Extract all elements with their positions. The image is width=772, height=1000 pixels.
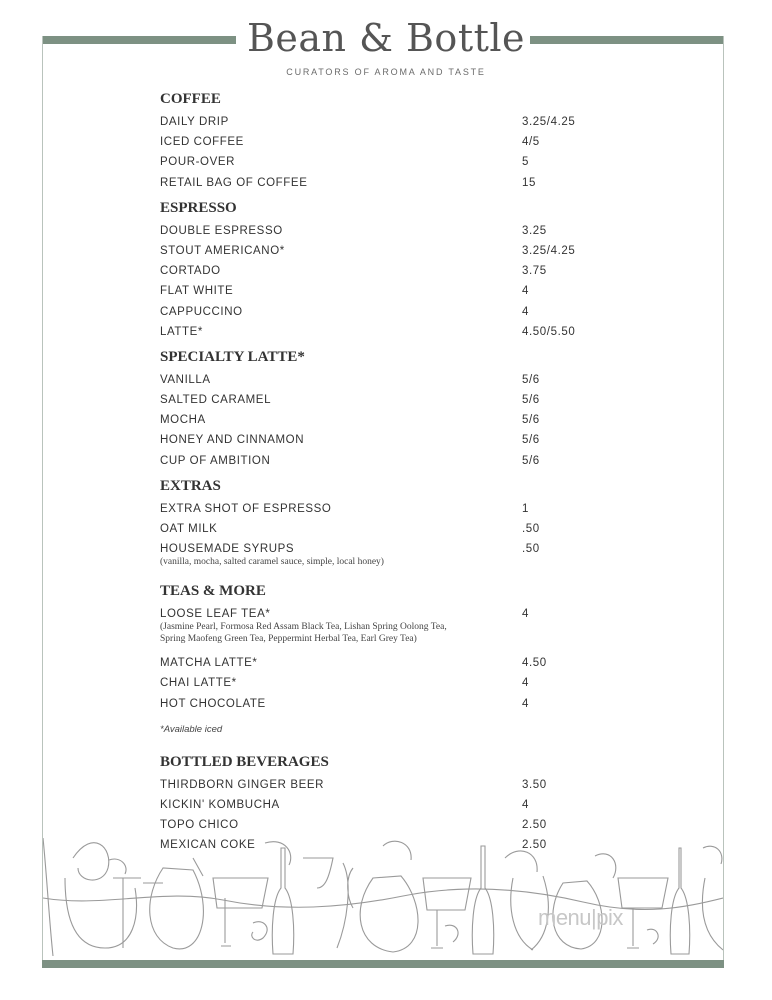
item-price: 5/6 (522, 394, 540, 407)
menu-item (160, 499, 600, 519)
menu-section (160, 348, 600, 471)
menu-item (160, 322, 600, 342)
item-price: 1 (522, 502, 529, 515)
item-price: 4 (522, 677, 529, 690)
item-price: 4 (522, 608, 529, 621)
section-title: TEAS & MORE (160, 583, 266, 600)
menu-item (160, 261, 600, 281)
item-name: DOUBLE ESPRESSO (160, 224, 283, 237)
frame-bar-bottom (42, 960, 724, 968)
menu-section (160, 582, 600, 735)
menu-section (160, 477, 600, 576)
item-price: 4 (522, 285, 529, 298)
item-name: FLAT WHITE (160, 285, 234, 298)
item-price: 3.75 (522, 265, 547, 278)
item-price: 5/6 (522, 414, 540, 427)
item-price: 5/6 (522, 434, 540, 447)
item-name: ICED COFFEE (160, 136, 244, 149)
item-name: CAPPUCCINO (160, 305, 243, 318)
menu-item (160, 653, 600, 673)
menupix-watermark: menu|pix (538, 905, 623, 930)
section-title: EXTRAS (160, 477, 221, 494)
item-name: MOCHA (160, 414, 206, 427)
menu-item (160, 519, 600, 539)
item-name: SALTED CARAMEL (160, 394, 272, 407)
menu-item (160, 152, 600, 172)
menu-item (160, 539, 600, 576)
menu-section (160, 199, 600, 342)
section-title: BOTTLED BEVERAGES (160, 753, 329, 770)
menu-item (160, 281, 600, 301)
menu-item (160, 241, 600, 261)
item-name: CORTADO (160, 265, 221, 278)
item-name: POUR-OVER (160, 156, 236, 169)
brand-name: Bean & Bottle (246, 16, 525, 60)
menu-item (160, 451, 600, 471)
item-note: (Jasmine Pearl, Formosa Red Assam Black Tea, Lishan Spring Oolong Tea, Spring Maofeng Green Tea, Peppermint Herbal Tea, Earl Grey Tea) (160, 622, 447, 645)
menu-item (160, 302, 600, 322)
item-price: 3.25/4.25 (522, 116, 576, 128)
item-price: 4/5 (522, 136, 540, 149)
item-name: LOOSE LEAF TEA* (160, 608, 271, 621)
item-name: DAILY DRIP (160, 116, 229, 128)
menu-item (160, 604, 600, 653)
item-name: HOUSEMADE SYRUPS (160, 543, 295, 556)
menu-item (160, 221, 600, 241)
brand-tagline: CURATORS OF AROMA AND TASTE (286, 67, 486, 77)
menu-list (160, 90, 600, 862)
item-price: 4 (522, 697, 529, 710)
item-name: LATTE* (160, 325, 204, 338)
menu-section (160, 90, 600, 193)
menu-item (160, 132, 600, 152)
item-price: .50 (522, 523, 540, 535)
item-name: CUP OF AMBITION (160, 454, 271, 467)
item-price: 5/6 (522, 454, 540, 467)
item-name: MATCHA LATTE* (160, 657, 258, 670)
item-price: 4 (522, 798, 529, 811)
item-price: 2.50 (522, 839, 547, 852)
item-note: (vanilla, mocha, salted caramel sauce, simple, local honey) (160, 557, 384, 568)
item-price: 15 (522, 176, 536, 189)
item-name: HOT CHOCOLATE (160, 697, 266, 710)
item-name: KICKIN' KOMBUCHA (160, 798, 280, 811)
menu-item (160, 173, 600, 193)
item-name: RETAIL BAG OF COFFEE (160, 176, 308, 189)
menu-item (160, 370, 600, 390)
item-price: 3.25/4.25 (522, 244, 576, 257)
item-name: EXTRA SHOT OF ESPRESSO (160, 502, 332, 515)
section-title: SPECIALTY LATTE* (160, 348, 305, 365)
item-name: HONEY AND CINNAMON (160, 434, 305, 447)
item-price: 2.50 (522, 819, 547, 832)
item-name: OAT MILK (160, 523, 218, 535)
item-name: THIRDBORN GINGER BEER (160, 778, 325, 791)
footnote: *Available iced (160, 723, 223, 735)
menu-item (160, 390, 600, 410)
menu-item (160, 795, 600, 815)
menu-item (160, 410, 600, 430)
menu-item (160, 815, 600, 835)
item-name: MEXICAN COKE (160, 839, 256, 852)
item-price: 5/6 (522, 373, 540, 386)
item-price: 3.25 (522, 224, 547, 237)
item-price: 4 (522, 305, 529, 318)
menu-item (160, 430, 600, 450)
frame-border-left (42, 36, 43, 960)
item-name: CHAI LATTE* (160, 677, 237, 690)
item-price: .50 (522, 543, 540, 556)
menu-item (160, 673, 600, 693)
item-price: 4.50/5.50 (522, 325, 576, 338)
section-title: COFFEE (160, 91, 221, 107)
menu-item (160, 112, 600, 132)
item-price: 3.50 (522, 778, 547, 791)
item-price: 4.50 (522, 657, 547, 670)
frame-border-right (723, 36, 724, 960)
item-name: STOUT AMERICANO* (160, 244, 285, 257)
section-title: ESPRESSO (160, 199, 237, 216)
item-name: VANILLA (160, 373, 211, 386)
coffee-line-art-illustration (43, 838, 723, 956)
menu-item (160, 694, 600, 714)
item-price: 5 (522, 156, 529, 169)
menu-item (160, 775, 600, 795)
item-name: TOPO CHICO (160, 819, 239, 832)
